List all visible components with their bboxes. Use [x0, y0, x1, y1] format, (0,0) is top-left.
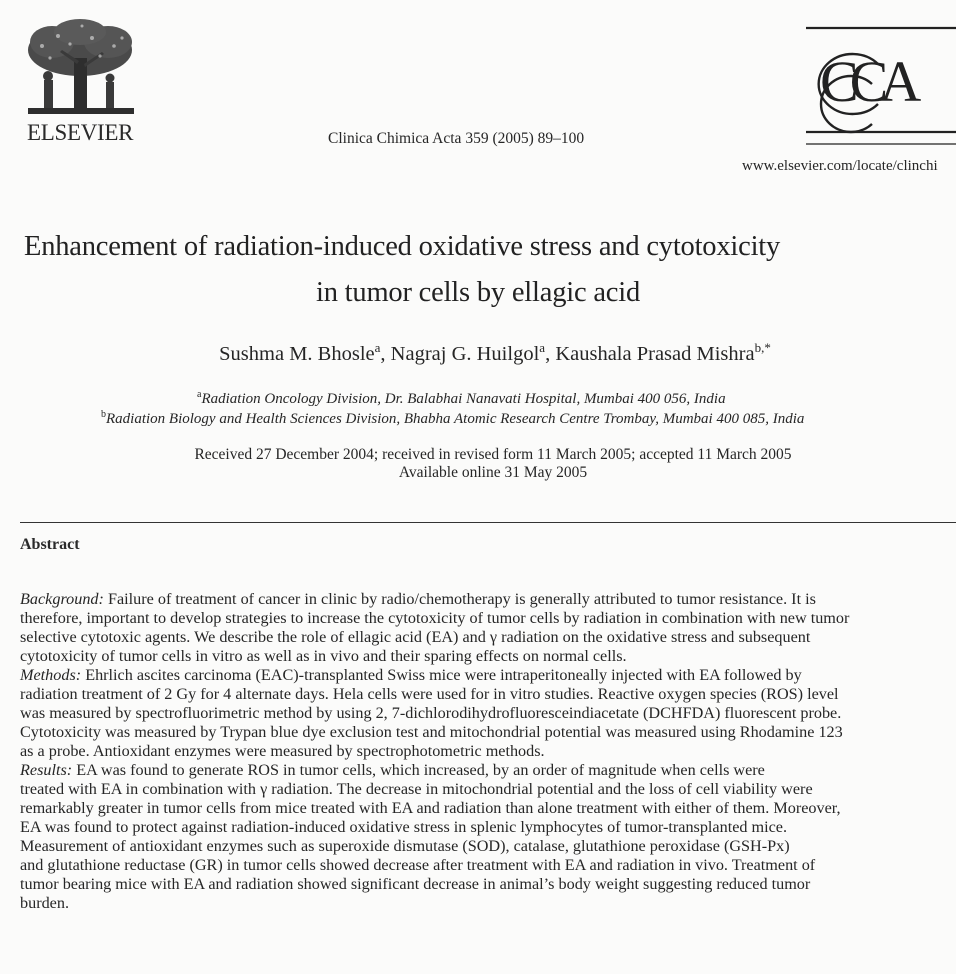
abstract-line: therefore, important to develop strategies to increase the cytotoxicity of tumor cells by radiation in combination with new tumor — [20, 609, 850, 627]
author-name: Sushma M. Bhosle — [219, 342, 375, 365]
abstract-line: tumor bearing mice with EA and radiation showed significant decrease in animal’s body weight suggesting reduced tumor — [20, 875, 811, 893]
author-separator: , — [545, 342, 556, 365]
abstract-line: Cytotoxicity was measured by Trypan blue dye exclusion test and mitochondrial potential was measured using Rhodamine 123 — [20, 723, 843, 741]
affiliation-b — [101, 409, 804, 428]
abstract-line — [20, 761, 765, 780]
methods-label: Methods: — [20, 666, 82, 684]
abstract-line: radiation treatment of 2 Gy for 4 alternate days. Hela cells were used for in vitro studies. Reactive oxygen species (ROS) level — [20, 685, 839, 703]
received-dates: Received 27 December 2004; received in revised form 11 March 2005; accepted 11 March 2005 — [194, 446, 792, 463]
author-list — [0, 340, 956, 366]
affiliation-a — [197, 389, 726, 408]
background-label: Background: — [20, 590, 104, 608]
abstract-heading: Abstract — [20, 536, 80, 553]
author-affiliation-mark: b,* — [754, 340, 771, 355]
affiliation-mark: b — [101, 409, 106, 420]
publisher-name: ELSEVIER — [27, 120, 134, 145]
affiliation-mark: a — [197, 389, 202, 400]
abstract-line: cytotoxicity of tumor cells in vitro as well as in vivo and their sparing effects on normal cells. — [20, 647, 627, 665]
header-divider — [20, 522, 956, 523]
abstract-line: selective cytotoxic agents. We describe the role of ellagic acid (EA) and γ radiation on the oxidative stress and subsequent — [20, 628, 811, 646]
results-label: Results: — [20, 761, 73, 779]
abstract-line: EA was found to protect against radiation-induced oxidative stress in splenic lymphocytes of tumor-transplanted mice. — [20, 818, 788, 836]
article-title-line-1: Enhancement of radiation-induced oxidative stress and cytotoxicity — [24, 231, 781, 262]
abstract-line: Measurement of antioxidant enzymes such as superoxide dismutase (SOD), catalase, glutathione peroxidase (GSH-Px) — [20, 837, 790, 855]
journal-citation: Clinica Chimica Acta 359 (2005) 89–100 — [328, 130, 585, 147]
abstract-line: was measured by spectrofluorimetric method by using 2, 7-dichlorodihydrofluoresceindiacetate (DCHFDA) fluorescent probe. — [20, 704, 842, 722]
cca-journal-logo — [800, 24, 956, 150]
author-affiliation-mark: a — [539, 340, 546, 355]
journal-url[interactable]: www.elsevier.com/locate/clinchi — [742, 158, 938, 174]
affiliation-text: Radiation Oncology Division, Dr. Balabhai Nanavati Hospital, Mumbai 400 056, India — [201, 391, 726, 407]
abstract-line: burden. — [20, 894, 69, 912]
abstract-line-text: Failure of treatment of cancer in clinic by radio/chemotherapy is generally attributed to tumor resistance. It is — [103, 590, 816, 608]
elsevier-tree-logo — [22, 16, 140, 120]
abstract-line: as a probe. Antioxidant enzymes were measured by spectrophotometric methods. — [20, 742, 545, 760]
article-title-line-2: in tumor cells by ellagic acid — [315, 277, 641, 308]
abstract-line: remarkably greater in tumor cells from mice treated with EA and radiation than alone treatment with either of them. Moreover, — [20, 799, 841, 817]
abstract-line — [20, 590, 816, 609]
affiliation-text: Radiation Biology and Health Sciences Division, Bhabha Atomic Research Centre Trombay, Mumbai 400 085, India — [106, 411, 805, 427]
abstract-line — [20, 666, 802, 685]
author-affiliation-mark: a — [374, 340, 381, 355]
abstract-line-text: EA was found to generate ROS in tumor cells, which increased, by an order of magnitude when cells were — [72, 761, 765, 779]
cca-logo-text: CCA — [820, 49, 913, 114]
author-name: Nagraj G. Huilgol — [390, 342, 540, 365]
author-separator: , — [380, 342, 391, 365]
abstract-line: and glutathione reductase (GR) in tumor cells showed decrease after treatment with EA and radiation in vivo. Treatment of — [20, 856, 816, 874]
available-online-date: Available online 31 May 2005 — [398, 464, 588, 481]
abstract-line-text: Ehrlich ascites carcinoma (EAC)-transplanted Swiss mice were intraperitoneally injected with EA followed by — [81, 666, 802, 684]
abstract-line: treated with EA in combination with γ radiation. The decrease in mitochondrial potential and the loss of cell viability were — [20, 780, 813, 798]
author-name: Kaushala Prasad Mishra — [555, 342, 755, 365]
